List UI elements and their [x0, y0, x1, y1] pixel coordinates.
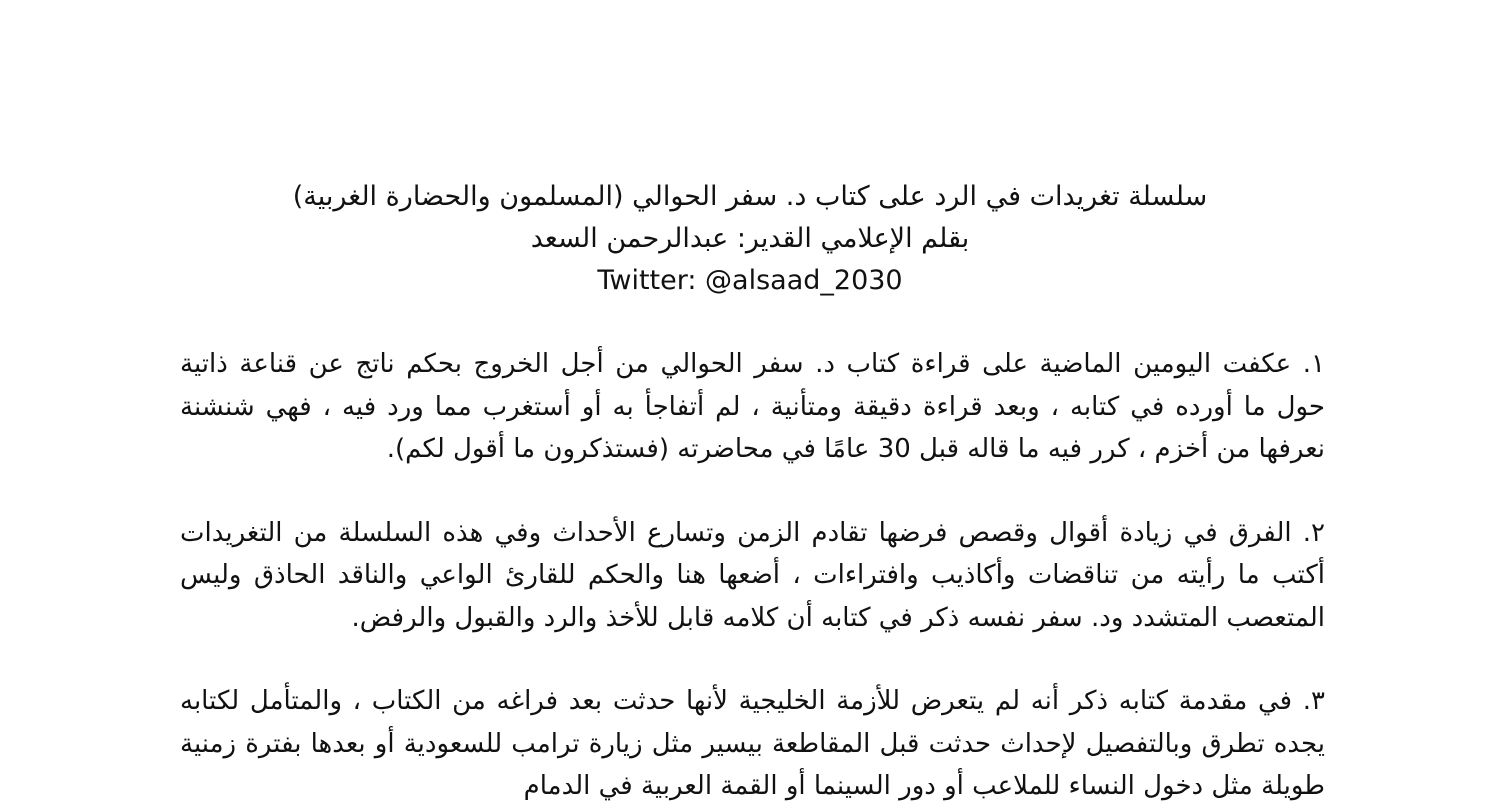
document-body	[180, 343, 1325, 808]
paragraph-3: ٣. في مقدمة كتابه ذكر أنه لم يتعرض للأزمة الخليجية لأنها حدثت بعد فراغه من الكتاب ، والمتأمل لكتابه يجده تطرق وبالتفصيل لإحداث حدثت قبل المقاطعة بيسير مثل زيارة ترامب للسعودية أو بعدها بفترة زمنية طويلة مثل دخول النساء للملاعب أو دور السينما أو القمة العربية في الدمام	[180, 686, 1325, 801]
paragraph-2: ٢. الفرق في زيادة أقوال وقصص فرضها تقادم الزمن وتسارع الأحداث وفي هذه السلسلة من التغريدات أكتب ما رأيته من تناقضات وأكاذيب وافتراءات ، أضعها هنا والحكم للقارئ الواعي والناقد الحاذق وليس المتعصب المتشدد ود. سفر نفسه ذكر في كتابه أن كلامه قابل للأخذ والرد والقبول والرفض.	[180, 517, 1325, 633]
document-header	[0, 176, 1500, 302]
document-author: بقلم الإعلامي القدير: عبدالرحمن السعد	[530, 223, 970, 254]
twitter-handle: Twitter: @alsaad_2030	[597, 265, 903, 296]
document-title: سلسلة تغريدات في الرد على كتاب د. سفر الحوالي (المسلمون والحضارة الغربية)	[292, 181, 1208, 212]
paragraph-1: ١. عكفت اليومين الماضية على قراءة كتاب د. سفر الحوالي من أجل الخروج بحكم ناتج عن قناعة ذاتية حول ما أورده في كتابه ، وبعد قراءة دقيقة ومتأنية ، لم أتفاجأ به أو أستغرب مما ورد فيه ، فهي شنشنة نعرفها من أخزم ، كرر فيه ما قاله قبل 30 عامًا في محاضرته (فستذكرون ما أقول لكم).	[180, 349, 1325, 464]
